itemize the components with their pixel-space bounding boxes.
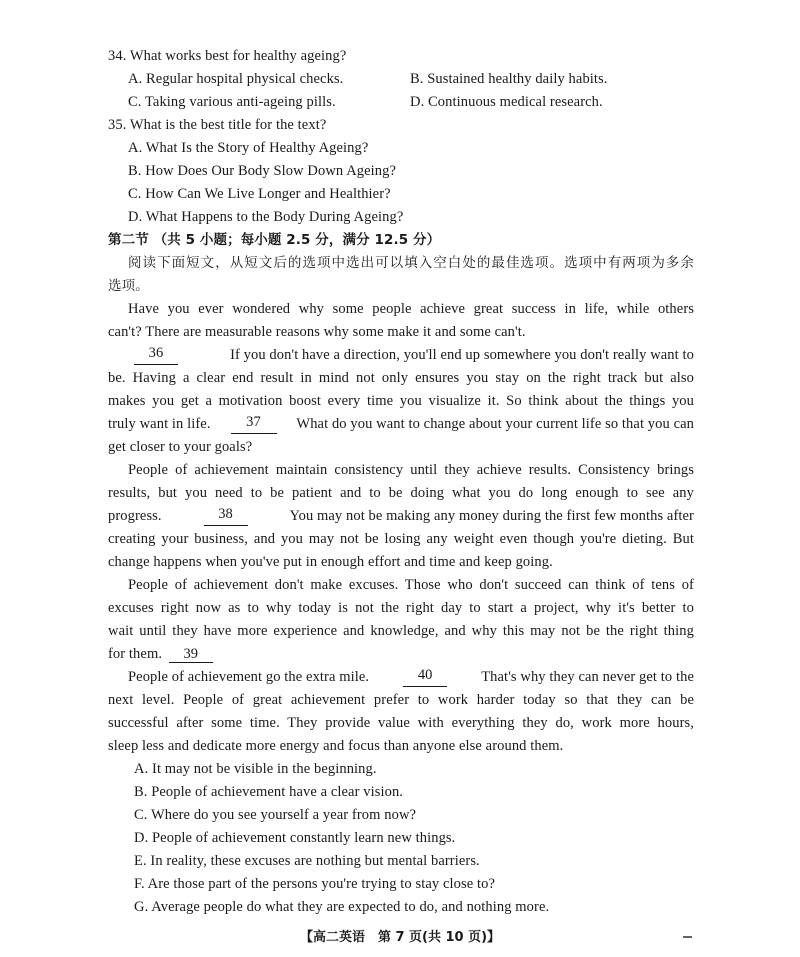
question-34-option-c: C. Taking various anti-ageing pills. [128, 94, 336, 110]
passage-p4-line-4-start: for them. [108, 646, 163, 662]
passage-p4-line-4 [108, 644, 216, 664]
question-35-stem: 35. What is the best title for the text? [108, 117, 327, 133]
blank-37[interactable]: 37 [231, 414, 277, 434]
question-34-stem: 34. What works best for healthy ageing? [108, 48, 347, 64]
option-b: B. People of achievement have a clear vision. [134, 784, 404, 800]
section-heading: 第二节 （共 5 小题；每小题 2.5 分，满分 12.5 分） [108, 232, 441, 248]
passage-p3-line-4: creating your business, and you may not be losing any weight even though you're dieting. But [108, 531, 694, 547]
passage-p5-line-3: successful after some time. They provide value with everything they do, work more hours, [108, 715, 694, 731]
option-d: D. People of achievement constantly learn new things. [134, 830, 456, 846]
passage-p5-line-2: next level. People of great achievement prefer to work harder today so that they can be [108, 692, 694, 708]
blank-38[interactable]: 38 [204, 506, 248, 526]
question-34-option-d: D. Continuous medical research. [410, 94, 603, 110]
passage-p2-line-1-text: If you don't have a direction, you'll end up somewhere you don't really want to [230, 347, 694, 363]
question-34-option-b: B. Sustained healthy daily habits. [410, 71, 608, 87]
passage-p5-line-4: sleep less and dedicate more energy and focus than anyone else around them. [108, 738, 564, 754]
option-e: E. In reality, these excuses are nothing but mental barriers. [134, 853, 480, 869]
passage-p2-line-4-start: truly want in life. [108, 416, 211, 432]
corner-mark [683, 936, 692, 938]
passage-p3-line-3-start: progress. [108, 508, 162, 524]
question-35-option-a: A. What Is the Story of Healthy Ageing? [128, 140, 369, 156]
passage-p2-line-3: makes you get a motivation boost every time you visualize it. So think about the things you [108, 393, 694, 409]
passage-p3-line-1: People of achievement maintain consistency until they achieve results. Consistency brings [128, 462, 694, 478]
passage-p5-line-1-start: People of achievement go the extra mile. [128, 669, 370, 685]
blank-40[interactable]: 40 [403, 667, 447, 687]
passage-p2-line-1 [134, 345, 694, 365]
section-instruction-line-2: 选项。 [108, 278, 149, 294]
passage-p5-line-1 [128, 667, 694, 687]
passage-p3-line-2: results, but you need to be patient and to be doing what you do long enough to see any [108, 485, 694, 501]
passage-p3-line-3 [108, 506, 694, 526]
question-35-option-d: D. What Happens to the Body During Ageing? [128, 209, 404, 225]
passage-p2-line-4-end: What do you want to change about your current life so that you can [296, 416, 694, 432]
passage-p1-line-2: can't? There are measurable reasons why some make it and some can't. [108, 324, 526, 340]
blank-36[interactable]: 36 [134, 345, 178, 365]
passage-p4-line-2: excuses right now as to why today is not the right day to start a project, why it's better to [108, 600, 694, 616]
question-35-option-b: B. How Does Our Body Slow Down Ageing? [128, 163, 397, 179]
passage-p4-line-3: wait until they have more experience and knowledge, and why this may not be the right thing [108, 623, 694, 639]
passage-p2-line-4 [108, 414, 694, 434]
option-c: C. Where do you see yourself a year from now? [134, 807, 417, 823]
passage-p5-line-1-end: That's why they can never get to the [481, 669, 694, 685]
passage-p1-line-1: Have you ever wondered why some people achieve great success in life, while others [128, 301, 694, 317]
passage-p3-line-3-end: You may not be making any money during the first few months after [289, 508, 694, 524]
question-35-option-c: C. How Can We Live Longer and Healthier? [128, 186, 391, 202]
passage-p2-line-5: get closer to your goals? [108, 439, 253, 455]
question-34-option-a: A. Regular hospital physical checks. [128, 71, 344, 87]
page-footer: 【高二英语 第 7 页(共 10 页)】 [299, 930, 501, 945]
option-a: A. It may not be visible in the beginning. [134, 761, 377, 777]
option-f: F. Are those part of the persons you're trying to stay close to? [134, 876, 496, 892]
passage-p3-line-5: change happens when you've put in enough effort and time and keep going. [108, 554, 553, 570]
option-g: G. Average people do what they are expected to do, and nothing more. [134, 899, 550, 915]
passage-p2-line-2: be. Having a clear end result in mind not only ensures you stay on the right track but also [108, 370, 694, 386]
blank-39[interactable]: 39 [169, 646, 213, 663]
passage-p4-line-1: People of achievement don't make excuses. Those who don't succeed can think of tens of [128, 577, 694, 593]
section-instruction-line-1: 阅读下面短文，从短文后的选项中选出可以填入空白处的最佳选项。选项中有两项为多余 [128, 255, 694, 271]
